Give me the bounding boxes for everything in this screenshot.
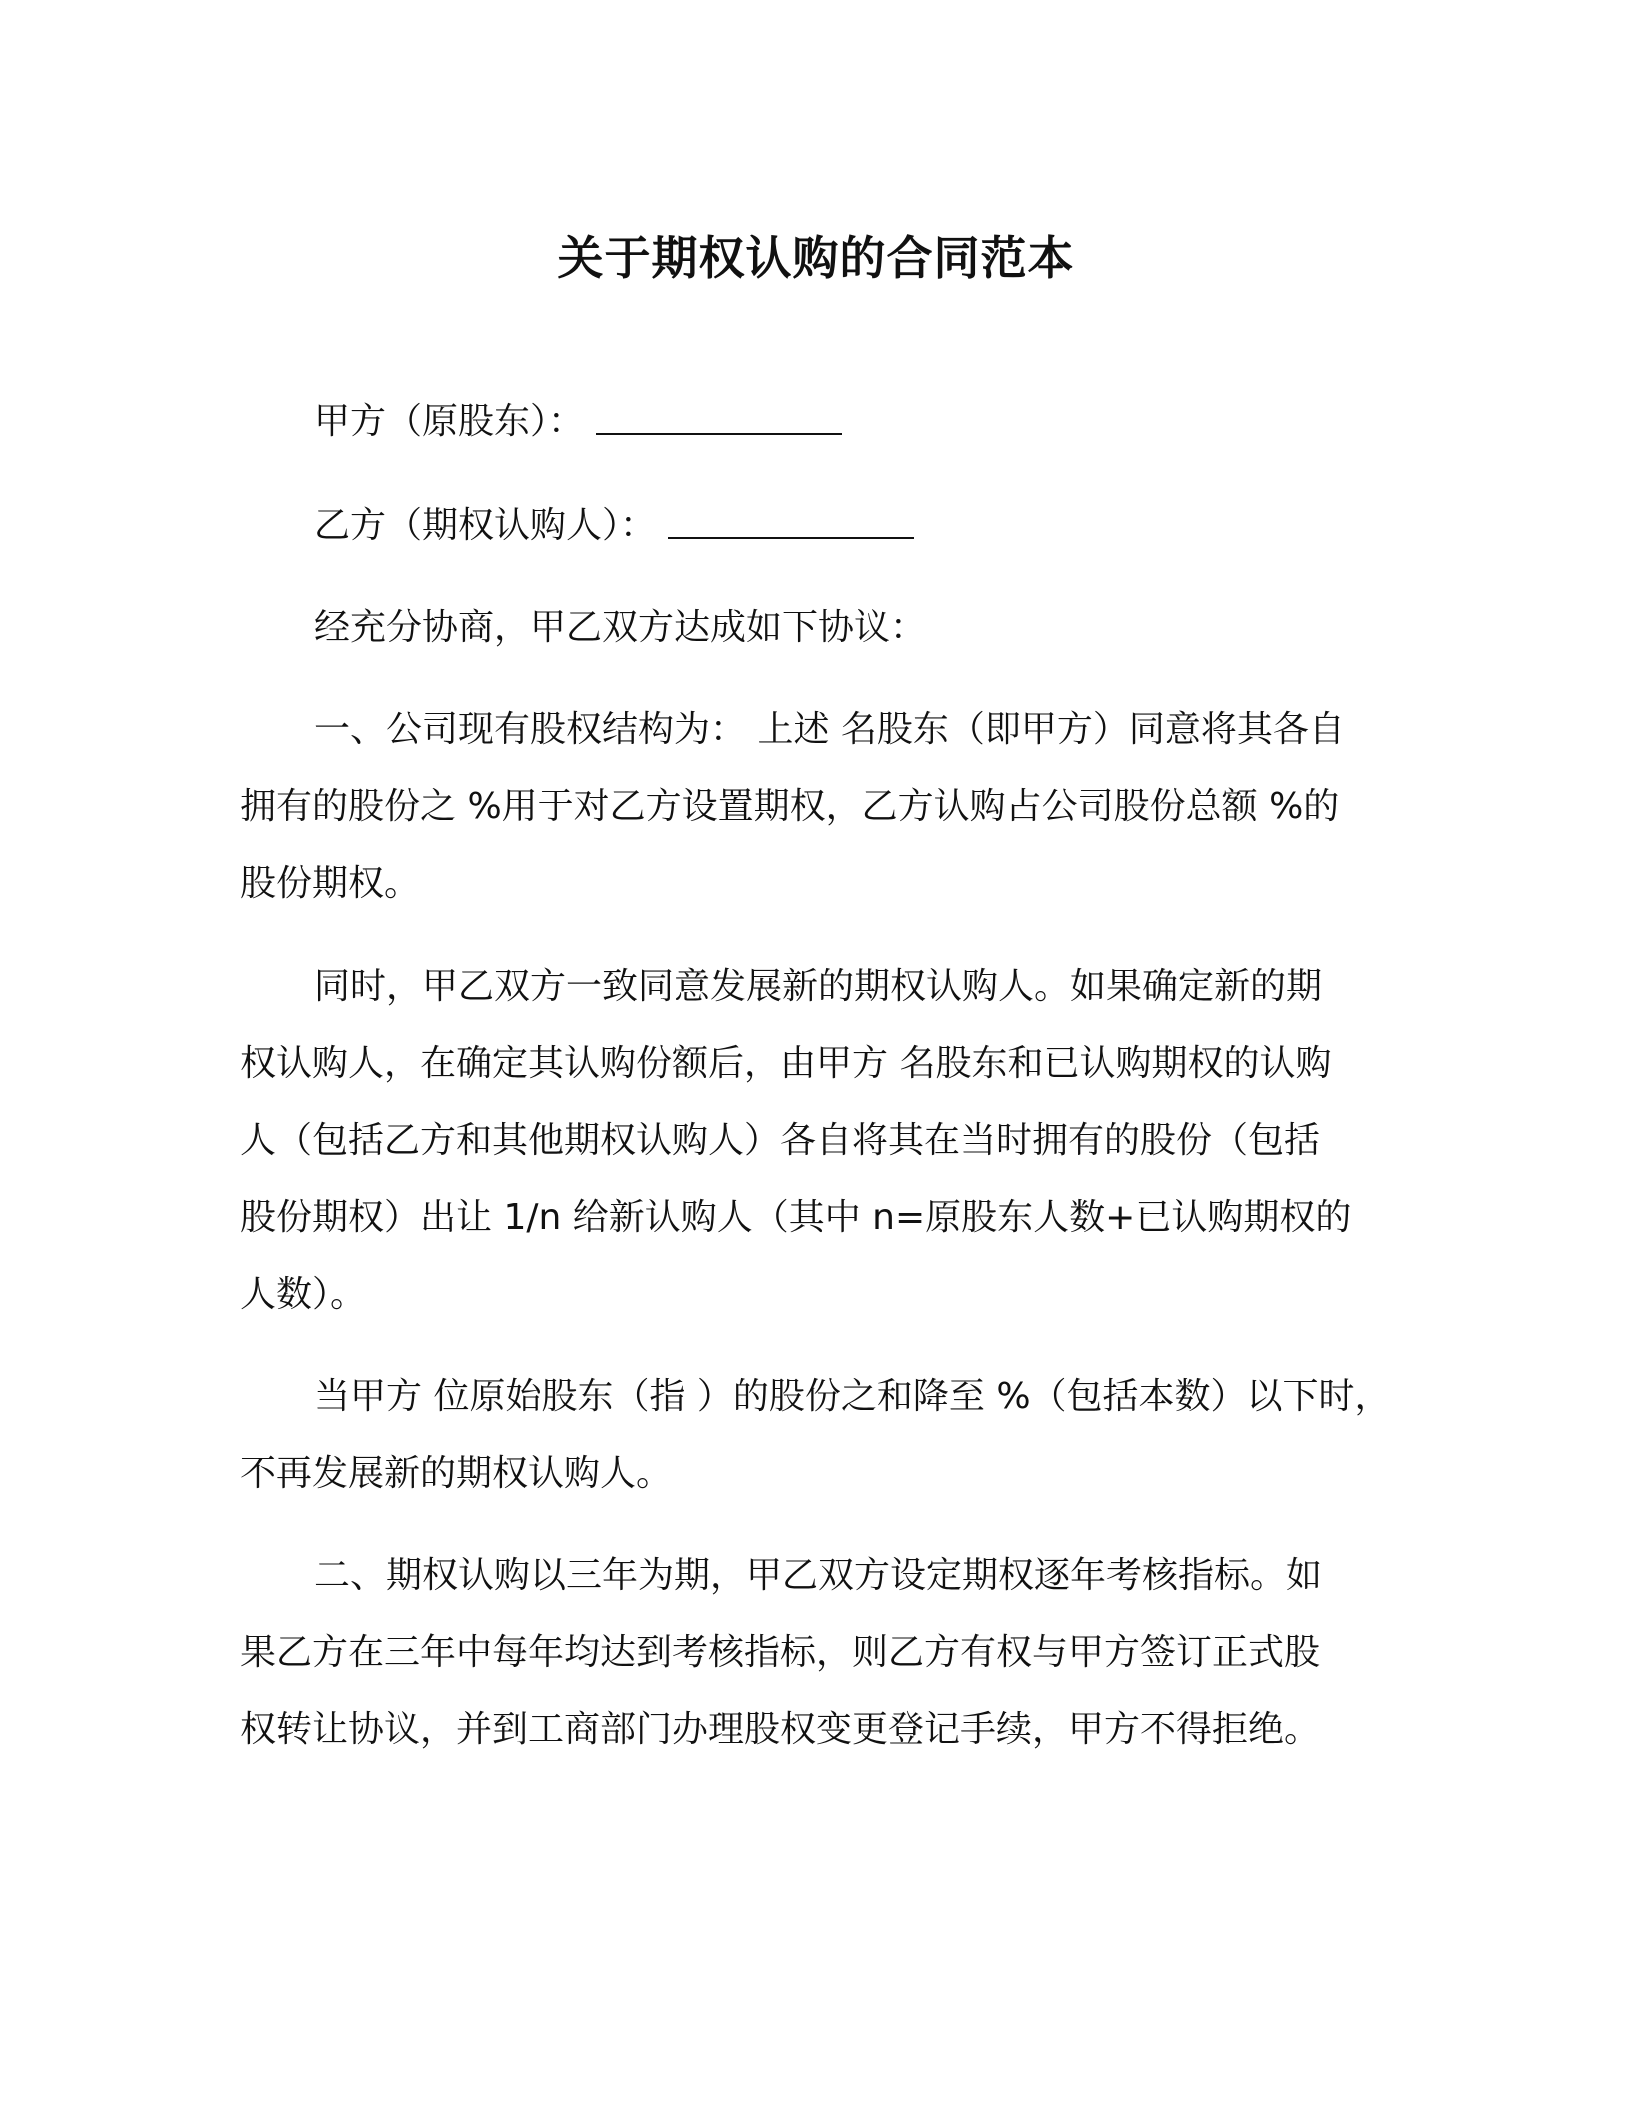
clause1-line: 一、公司现有股权结构为： 上述 名股东（即甲方）同意将其各自	[314, 709, 1345, 750]
para2-line: 人数）。	[240, 1274, 367, 1315]
clause2-line: 权转让协议，并到工商部门办理股权变更登记手续，甲方不得拒绝。	[240, 1709, 1321, 1750]
party-a-blank	[596, 403, 842, 435]
clause2-line: 果乙方在三年中每年均达到考核指标，则乙方有权与甲方签订正式股	[240, 1632, 1321, 1673]
para2-line: 权认购人，在确定其认购份额后，由甲方 名股东和已认购期权的认购	[240, 1043, 1332, 1084]
party-a-label: 甲方（原股东）：	[314, 401, 585, 442]
intro-text: 经充分协商，甲乙双方达成如下协议：	[314, 607, 927, 648]
party-a-line	[314, 398, 842, 446]
para3-line: 当甲方 位原始股东（指 ）的股份之和降至 %（包括本数）以下时，	[314, 1376, 1391, 1417]
document-title: 关于期权认购的合同范本	[557, 231, 1075, 285]
party-b-label: 乙方（期权认购人）：	[314, 505, 657, 546]
para2-line: 股份期权）出让 1/n 给新认购人（其中 n=原股东人数+已认购期权的	[240, 1197, 1352, 1238]
party-b-blank	[668, 507, 914, 539]
para2-line: 人（包括乙方和其他期权认购人）各自将其在当时拥有的股份（包括	[240, 1120, 1321, 1161]
clause1-line: 股份期权。	[240, 863, 421, 904]
clause1-line: 拥有的股份之 %用于对乙方设置期权，乙方认购占公司股份总额 %的	[240, 786, 1340, 827]
party-b-line	[314, 502, 914, 550]
clause2-line: 二、期权认购以三年为期，甲乙双方设定期权逐年考核指标。如	[314, 1555, 1323, 1596]
para2-line: 同时，甲乙双方一致同意发展新的期权认购人。如果确定新的期	[314, 966, 1323, 1007]
para3-line: 不再发展新的期权认购人。	[240, 1453, 673, 1494]
